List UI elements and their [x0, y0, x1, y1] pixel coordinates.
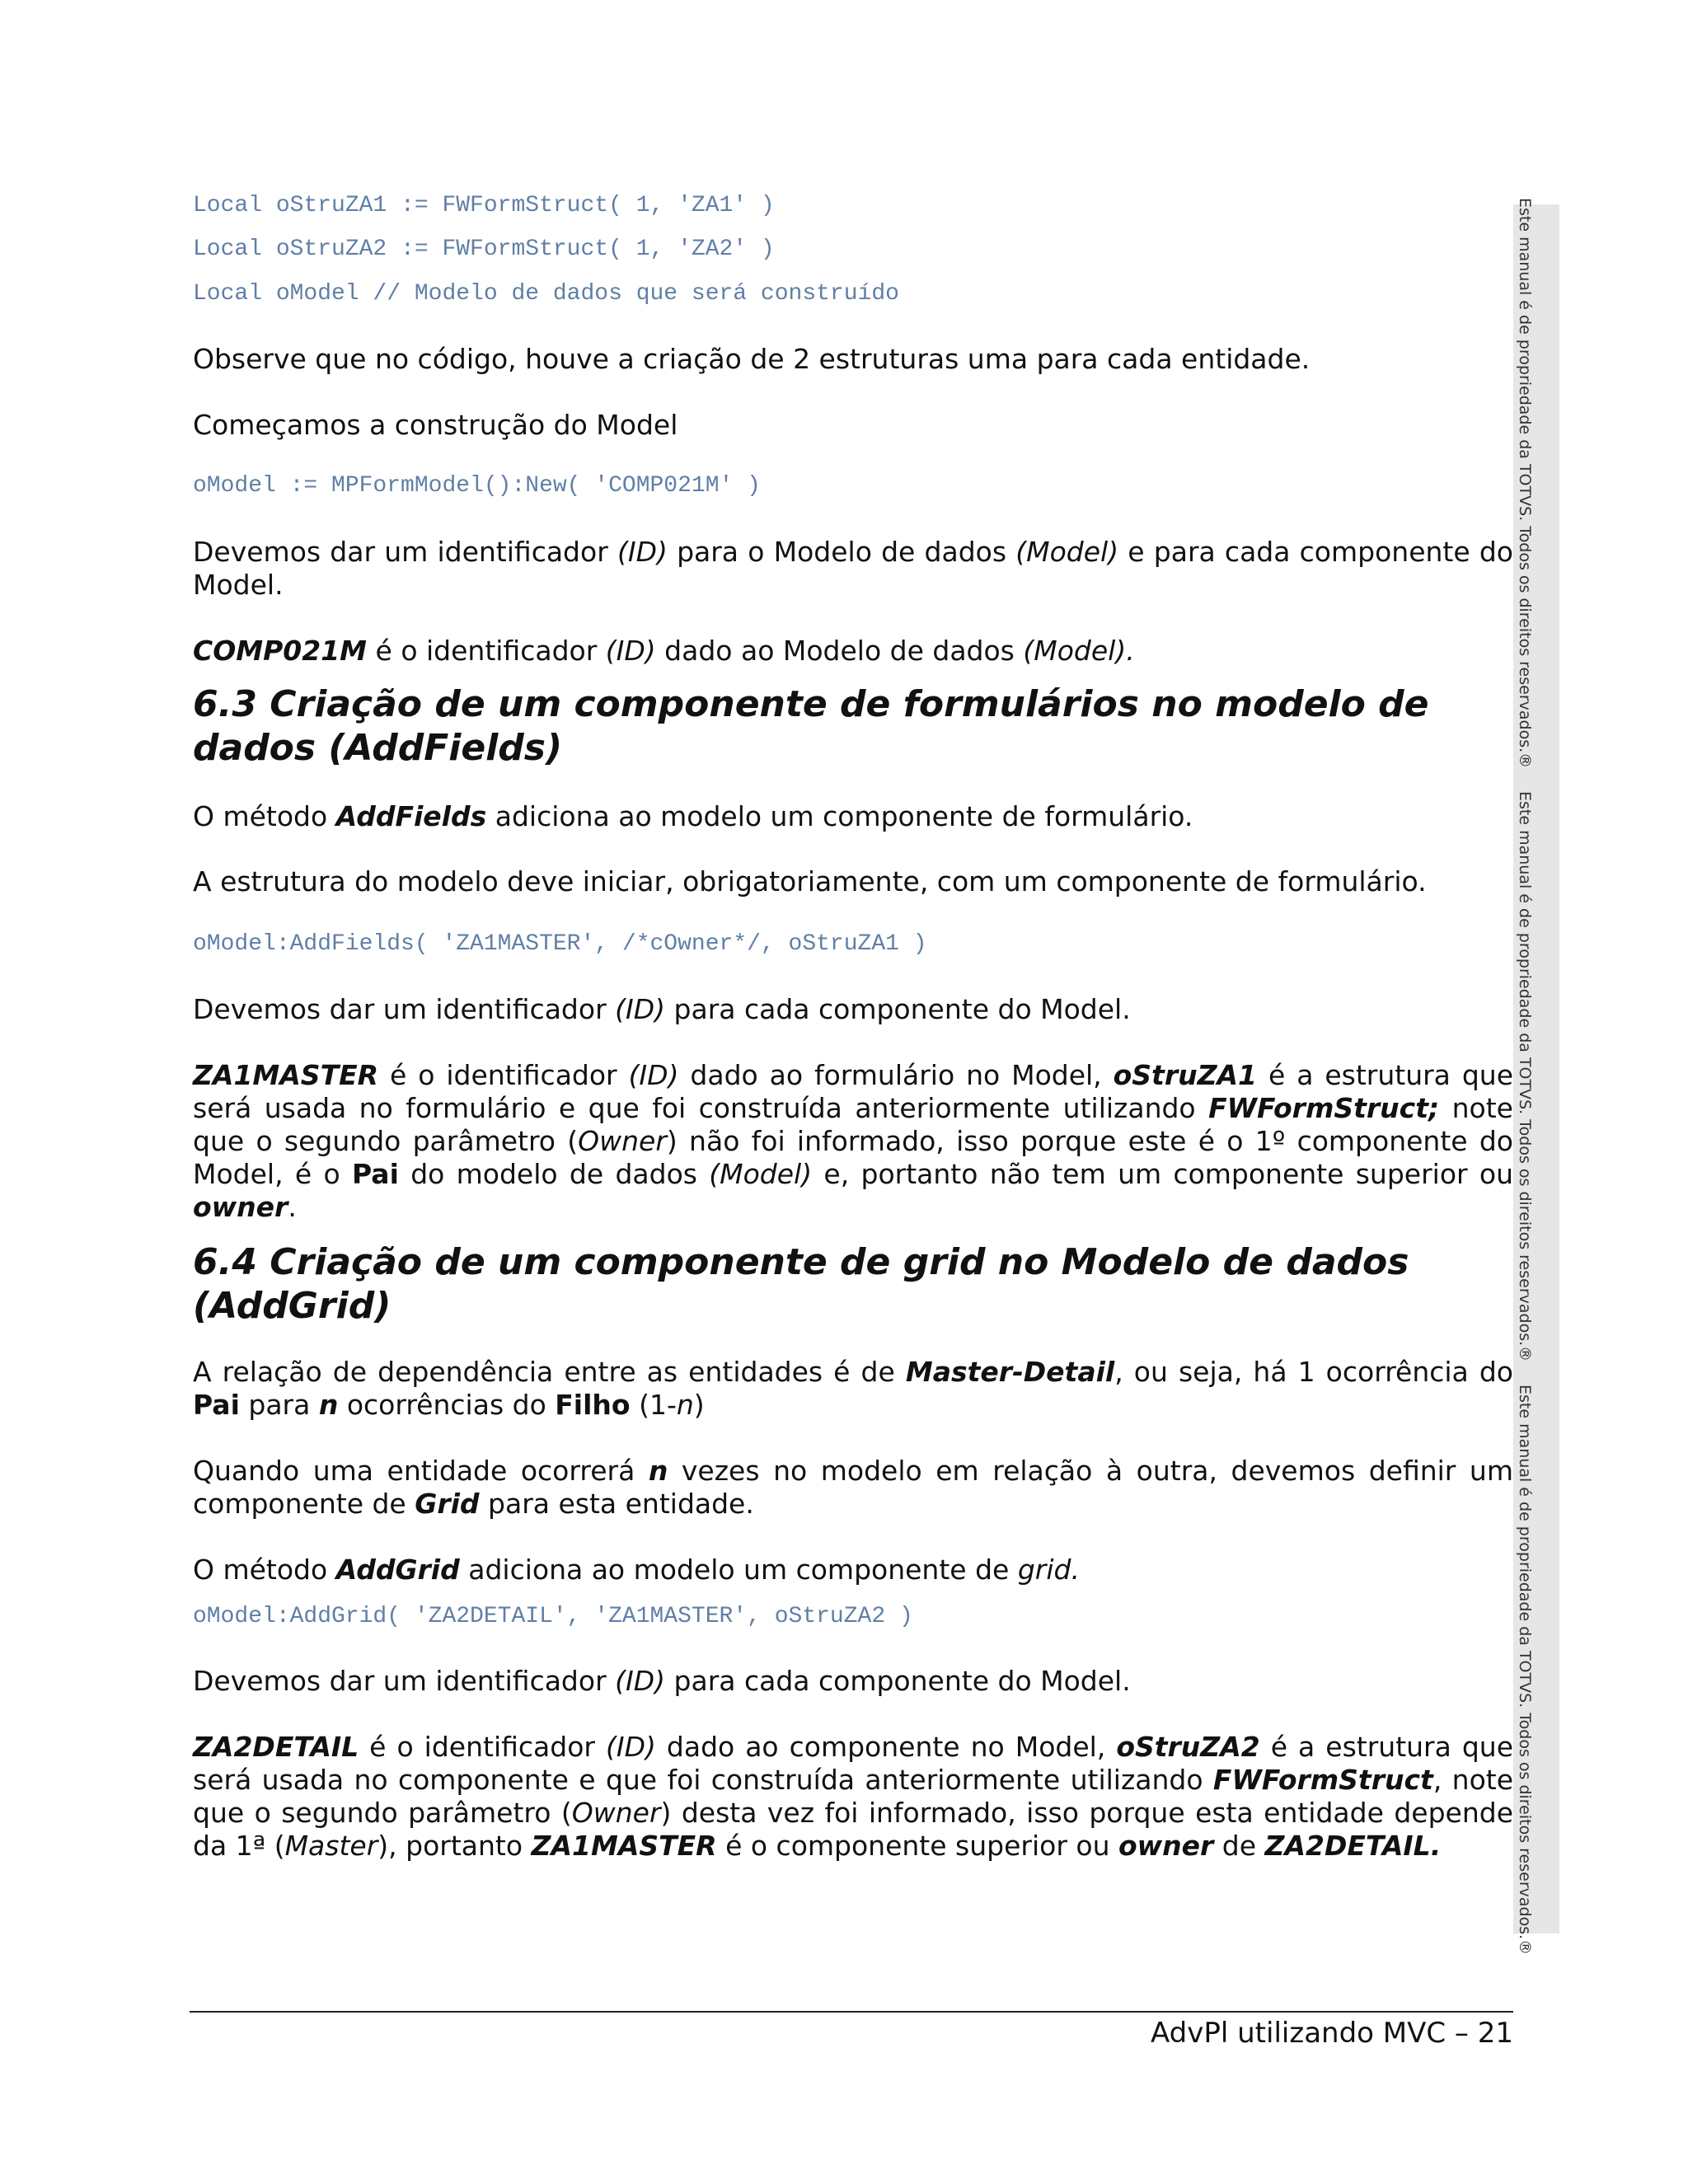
paragraph-identifier-model: Devemos dar um identificador (ID) para o Modelo de dados (Model) e para cada componente do Model. [193, 536, 1513, 601]
paragraph-addgrid: O método AddGrid adiciona ao modelo um componente de grid. [193, 1554, 1080, 1586]
paragraph-structure-start: A estrutura do modelo deve iniciar, obrigatoriamente, com um componente de formulário. [193, 865, 1427, 898]
section-heading-6-4: 6.4 Criação de um componente de grid no Modelo de dados (AddGrid) [193, 1241, 1409, 1327]
code-line-struct-za2: Local oStruZA2 := FWFormStruct( 1, 'ZA2' ) [193, 237, 775, 262]
copyright-sidebar: Este manual é de propriedade da TOTVS. Todos os direitos reservados.® Este manual é de propriedade da TOTVS. Todos os direitos reservados.® Este manual é de propriedade da TOTVS. Todos os direitos reservados.® [1513, 204, 1559, 1933]
paragraph-grid-definition: Quando uma entidade ocorrerá n vezes no modelo em relação à outra, devemos definir um componente de Grid para esta entidade. [193, 1455, 1513, 1520]
page-footer: AdvPl utilizando MVC – 21 [1151, 2017, 1513, 2050]
code-line-struct-za1: Local oStruZA1 := FWFormStruct( 1, 'ZA1' ) [193, 193, 775, 218]
paragraph-model-start: Começamos a construção do Model [193, 409, 678, 441]
paragraph-za2detail: ZA2DETAIL é o identificador (ID) dado ao componente no Model, oStruZA2 é a estrutura que será usada no componente e que foi construída anteriormente utilizando FWFormStruct, note que o segundo parâmetro (Owner) desta vez foi informado, isso porque esta entidade depende da 1ª (Master), portanto ZA1MASTER é o componente superior ou owner de ZA2DETAIL. [193, 1731, 1514, 1862]
code-add-fields: oModel:AddFields( 'ZA1MASTER', /*cOwner*/, oStruZA1 ) [193, 931, 927, 957]
section-heading-6-3: 6.3 Criação de um componente de formulários no modelo de dados (AddFields) [193, 683, 1429, 769]
paragraph-structures: Observe que no código, houve a criação de 2 estruturas uma para cada entidade. [193, 343, 1311, 375]
footer-divider [190, 2011, 1513, 2013]
paragraph-comp021m: COMP021M é o identificador (ID) dado ao Modelo de dados (Model). [193, 635, 1135, 667]
code-add-grid: oModel:AddGrid( 'ZA2DETAIL', 'ZA1MASTER', oStruZA2 ) [193, 1604, 913, 1629]
paragraph-identifier-component-2: Devemos dar um identificador (ID) para cada componente do Model. [193, 1665, 1131, 1697]
code-line-model-decl: Local oModel // Modelo de dados que será construído [193, 281, 899, 307]
paragraph-identifier-component: Devemos dar um identificador (ID) para cada componente do Model. [193, 993, 1131, 1025]
paragraph-master-detail: A relação de dependência entre as entidades é de Master-Detail, ou seja, há 1 ocorrência do Pai para n ocorrências do Filho (1-n) [193, 1356, 1513, 1421]
code-model-new: oModel := MPFormModel():New( 'COMP021M' ) [193, 473, 761, 499]
paragraph-za1master: ZA1MASTER é o identificador (ID) dado ao formulário no Model, oStruZA1 é a estrutura que será usada no formulário e que foi construída anteriormente utilizando FWFormStruct; note que o segundo parâmetro (Owner) não foi informado, isso porque este é o 1º componente do Model, é o Pai do modelo de dados (Model) e, portanto não tem um componente superior ou owner. [193, 1059, 1513, 1223]
paragraph-addfields: O método AddFields adiciona ao modelo um componente de formulário. [193, 800, 1193, 832]
